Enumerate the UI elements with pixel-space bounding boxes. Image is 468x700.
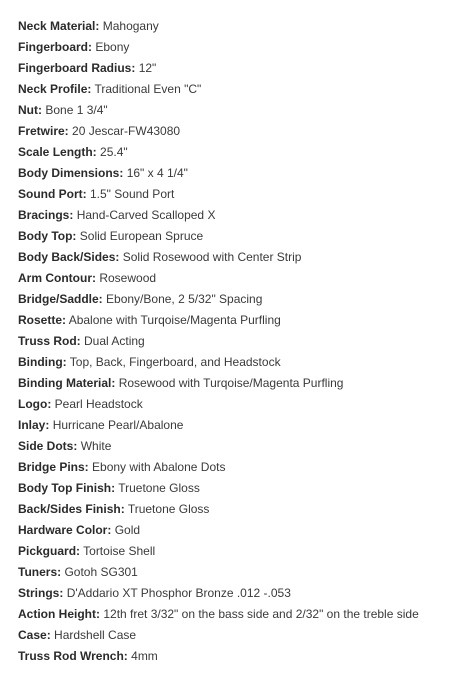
spec-label: Bridge Pins: [18,460,89,474]
spec-value: Hardshell Case [54,628,137,642]
spec-label: Binding: [18,355,67,369]
spec-row-bridge-pins [18,457,468,478]
spec-value: Solid Rosewood with Center Strip [122,250,302,264]
spec-row-logo [18,394,468,415]
spec-value: White [80,439,112,453]
spec-value: Bone 1 3/4" [45,103,108,117]
spec-row-body-top [18,226,468,247]
spec-value: Truetone Gloss [118,481,200,495]
spec-row-truss-rod-wrench [18,646,468,667]
spec-value: Ebony/Bone, 2 5/32" Spacing [106,292,263,306]
spec-label: Back/Sides Finish: [18,502,125,516]
spec-label: Sound Port: [18,187,87,201]
spec-row-fingerboard [18,37,468,58]
spec-label: Hardware Color: [18,523,112,537]
spec-value: Traditional Even "C" [94,82,202,96]
spec-row-sound-port [18,184,468,205]
spec-value: 1.5" Sound Port [90,187,175,201]
spec-value: Dual Acting [84,334,145,348]
spec-row-tuners [18,562,468,583]
spec-label: Body Dimensions: [18,166,124,180]
spec-row-rosette [18,310,468,331]
spec-row-pickguard [18,541,468,562]
spec-value: Top, Back, Fingerboard, and Headstock [69,355,281,369]
spec-label: Body Top Finish: [18,481,116,495]
spec-label: Tuners: [18,565,62,579]
spec-label: Bridge/Saddle: [18,292,103,306]
spec-label: Neck Profile: [18,82,92,96]
spec-value: 4mm [131,649,158,663]
spec-label: Strings: [18,586,64,600]
spec-value: Tortoise Shell [83,544,156,558]
spec-row-binding [18,352,468,373]
spec-value: Gold [114,523,141,537]
spec-label: Pickguard: [18,544,81,558]
spec-label: Action Height: [18,607,100,621]
spec-row-body-dimensions [18,163,468,184]
spec-label: Binding Material: [18,376,116,390]
spec-label: Inlay: [18,418,50,432]
spec-row-inlay [18,415,468,436]
spec-label: Rosette: [18,313,67,327]
spec-row-binding-material [18,373,468,394]
spec-row-action-height [18,604,468,625]
spec-row-body-back-sides [18,247,468,268]
spec-value: Ebony [95,40,130,54]
spec-label: Arm Contour: [18,271,96,285]
spec-label: Side Dots: [18,439,78,453]
spec-value: Pearl Headstock [54,397,143,411]
spec-row-fingerboard-radius [18,58,468,79]
spec-value: 12th fret 3/32" on the bass side and 2/32" on the treble side [103,607,419,621]
spec-row-nut [18,100,468,121]
spec-label: Logo: [18,397,52,411]
spec-value: Gotoh SG301 [64,565,138,579]
spec-row-truss-rod [18,331,468,352]
spec-value: Rosewood with Turqoise/Magenta Purfling [118,376,344,390]
spec-label: Bracings: [18,208,74,222]
spec-value: Truetone Gloss [127,502,210,516]
spec-row-back-sides-finish [18,499,468,520]
spec-label: Body Back/Sides: [18,250,120,264]
spec-row-bracings [18,205,468,226]
spec-value: D'Addario XT Phosphor Bronze .012 -.053 [66,586,291,600]
spec-row-fretwire [18,121,468,142]
spec-value: 16" x 4 1/4" [126,166,188,180]
spec-label: Neck Material: [18,19,100,33]
spec-label: Fretwire: [18,124,69,138]
spec-label: Body Top: [18,229,77,243]
spec-value: 25.4" [100,145,128,159]
spec-row-hardware-color [18,520,468,541]
spec-row-body-top-finish [18,478,468,499]
spec-value: Hand-Carved Scalloped X [76,208,216,222]
spec-value: 12" [138,61,157,75]
spec-label: Fingerboard Radius: [18,61,136,75]
spec-label: Truss Rod: [18,334,81,348]
spec-value: Hurricane Pearl/Abalone [52,418,184,432]
spec-row-side-dots [18,436,468,457]
spec-label: Truss Rod Wrench: [18,649,128,663]
spec-value: Rosewood [99,271,157,285]
spec-label: Scale Length: [18,145,97,159]
spec-row-case [18,625,468,646]
spec-row-arm-contour [18,268,468,289]
spec-row-bridge-saddle [18,289,468,310]
spec-row-neck-profile [18,79,468,100]
spec-value: Abalone with Turqoise/Magenta Purfling [68,313,281,327]
spec-value: Solid European Spruce [79,229,204,243]
spec-value: 20 Jescar-FW43080 [72,124,181,138]
spec-value: Ebony with Abalone Dots [92,460,226,474]
spec-label: Fingerboard: [18,40,92,54]
spec-row-scale-length [18,142,468,163]
spec-label: Case: [18,628,51,642]
spec-label: Nut: [18,103,42,117]
spec-row-neck-material [18,16,468,37]
spec-value: Mahogany [102,19,159,33]
spec-row-strings [18,583,468,604]
